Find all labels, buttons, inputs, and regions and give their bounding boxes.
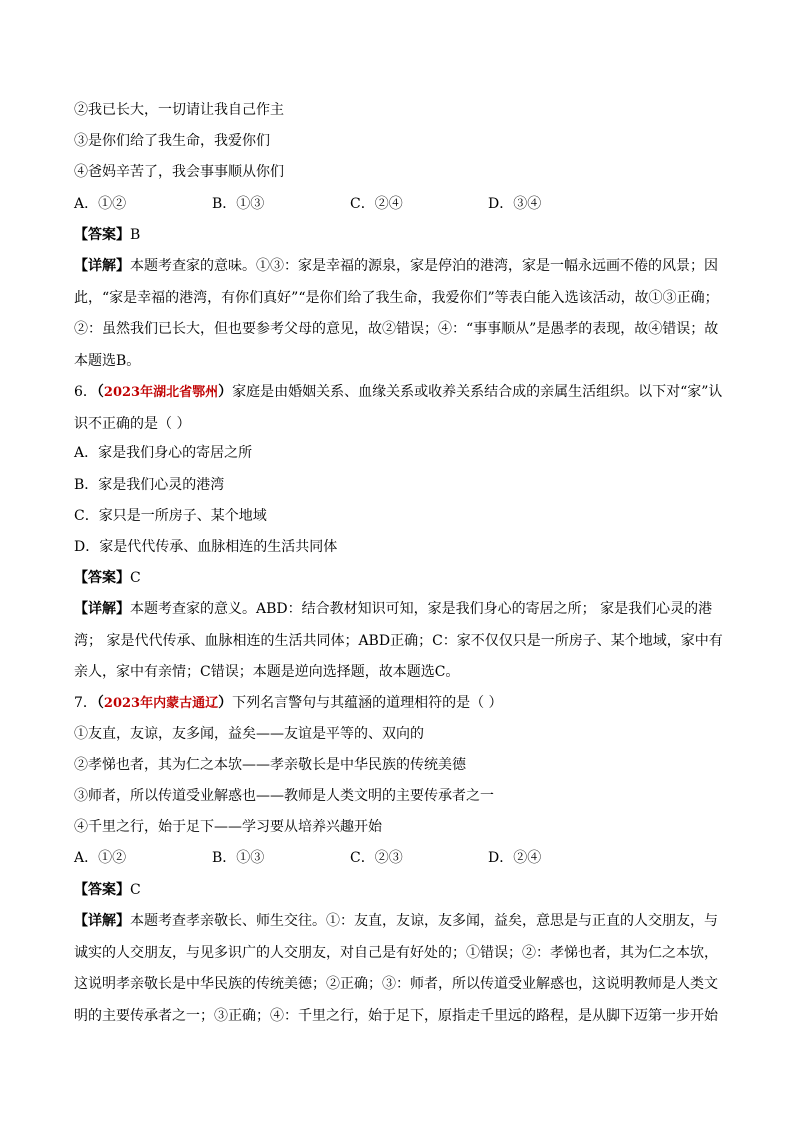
q7-stem: 7．（2023年内蒙古通辽）下列名言警句与其蕴涵的道理相符的是（ ）: [74, 695, 503, 711]
q7-source: 2023年内蒙古通辽: [103, 696, 219, 711]
q5-options: [74, 194, 626, 214]
q5-answer-value: B: [130, 227, 141, 243]
q7-stem-text: 下列名言警句与其蕴涵的道理相符的是（ ）: [232, 695, 503, 711]
q5-item-4: ④爸妈辛苦了，我会事事顺从你们: [74, 164, 284, 180]
q7-detail-text: 本题考查孝亲敬长、师生交往。①：友直，友谅，友多闻，益矣，意思是与正直的人交朋友，与诚实的人交朋友，与见多识广的人交朋友，对自己是有好处的；①错误；②：孝悌也者，其为仁之本欤，这说明孝亲敬长是中华民族的传统美德；②正确；③：师者，所以传道受业解惑也，这说明教师是人类文明的主要传承者之一；③正确；④：千里之行，始于足下，原指走千里远的路程，是从脚下迈第一步开始: [74, 913, 718, 1024]
q6-source: 2023年湖北省鄂州: [103, 385, 219, 400]
q7-answer-value: C: [130, 882, 141, 898]
q5-option-b: B．①③: [212, 196, 265, 212]
q6-option-d: D．家是代代传承、血脉相连的生活共同体: [74, 539, 338, 555]
q6-detail-label: 详解: [88, 601, 116, 617]
q7-number: 7．: [74, 695, 97, 711]
q6-detail-text: 本题考查家的意义。ABD：结合教材知识可知，家是我们身心的寄居之所； 家是我们心灵的港湾； 家是代代传承、血脉相连的生活共同体；ABD正确；C：家不仅仅只是一所房子、某个地域，家中有亲人，家中有亲情；C错误；本题是逆向选择题，故本题选C。: [74, 601, 723, 680]
q5-option-a: A．①②: [74, 196, 127, 212]
q5-detail-text: 本题考查家的意味。①③：家是幸福的源泉，家是停泊的港湾，家是一幅永远画不倦的风景；因此，“家是幸福的港湾，有你们真好”“是你们给了我生命，我爱你们”等表白能入选该活动，故①③正确；②：虽然我们已长大，但也要参考父母的意见，故②错误；④：“事事顺从”是愚孝的表现，故④错误；故本题选B。: [74, 258, 719, 369]
q7-answer: 【答案】C: [74, 882, 141, 898]
q6-answer-value: C: [130, 570, 141, 586]
q6-stem: 6．（2023年湖北省鄂州）家庭是由婚姻关系、血缘关系或收养关系结合成的亲属生活组织。以下对“家”认识不正确的是（ ）: [74, 384, 723, 432]
q5-option-c: C．②④: [350, 196, 403, 212]
q7-option-a: A．①②: [74, 850, 127, 866]
q7-item-3: ③师者，所以传道受业解惑也——教师是人类文明的主要传承者之一: [74, 788, 494, 804]
q6-number: 6．: [74, 384, 97, 400]
q5-detail: 【详解】本题考查家的意味。①③：家是幸福的源泉，家是停泊的港湾，家是一幅永远画不倦的风景；因此，“家是幸福的港湾，有你们真好”“是你们给了我生命，我爱你们”等表白能入选该活动，故①③正确；②：虽然我们已长大，但也要参考父母的意见，故②错误；④：“事事顺从”是愚孝的表现，故④错误；故本题选B。: [74, 258, 719, 369]
q7-detail-label: 详解: [88, 913, 116, 929]
q5-option-d: D．③④: [488, 196, 542, 212]
q5-item-3: ③是你们给了我生命，我爱你们: [74, 133, 270, 149]
q6-stem-text: 家庭是由婚姻关系、血缘关系或收养关系结合成的亲属生活组织。以下对“家”认识不正确的是（ ）: [74, 384, 723, 432]
q6-answer: 【答案】C: [74, 570, 141, 586]
q7-item-1: ①友直，友谅，友多闻，益矣——友谊是平等的、双向的: [74, 726, 424, 742]
q7-options: [74, 848, 626, 868]
q5-detail-label: 详解: [88, 258, 116, 274]
q6-detail: 【详解】本题考查家的意义。ABD：结合教材知识可知，家是我们身心的寄居之所； 家是我们心灵的港湾； 家是代代传承、血脉相连的生活共同体；ABD正确；C：家不仅仅只是一所房子、某个地域，家中有亲人，家中有亲情；C错误；本题是逆向选择题，故本题选C。: [74, 601, 723, 680]
q7-item-2: ②孝悌也者，其为仁之本欤——孝亲敬长是中华民族的传统美德: [74, 757, 466, 773]
q5-item-2: ②我已长大，一切请让我自己作主: [74, 102, 284, 118]
q5-answer: 【答案】B: [74, 227, 141, 243]
q6-option-b: B．家是我们心灵的港湾: [74, 477, 225, 493]
q7-option-d: D．②④: [488, 850, 542, 866]
q6-option-a: A．家是我们身心的寄居之所: [74, 445, 253, 461]
q5-answer-label: 答案: [88, 227, 116, 243]
q7-detail: 【详解】本题考查孝亲敬长、师生交往。①：友直，友谅，友多闻，益矣，意思是与正直的人交朋友，与诚实的人交朋友，与见多识广的人交朋友，对自己是有好处的；①错误；②：孝悌也者，其为仁之本欤，这说明孝亲敬长是中华民族的传统美德；②正确；③：师者，所以传道受业解惑也，这说明教师是人类文明的主要传承者之一；③正确；④：千里之行，始于足下，原指走千里远的路程，是从脚下迈第一步开始: [74, 913, 718, 1024]
q7-option-b: B．①③: [212, 850, 265, 866]
q7-answer-label: 答案: [88, 882, 116, 898]
q6-answer-label: 答案: [88, 570, 116, 586]
q7-option-c: C．②③: [350, 850, 403, 866]
q7-item-4: ④千里之行，始于足下——学习要从培养兴趣开始: [74, 819, 382, 835]
q6-option-c: C．家只是一所房子、某个地域: [74, 508, 267, 524]
